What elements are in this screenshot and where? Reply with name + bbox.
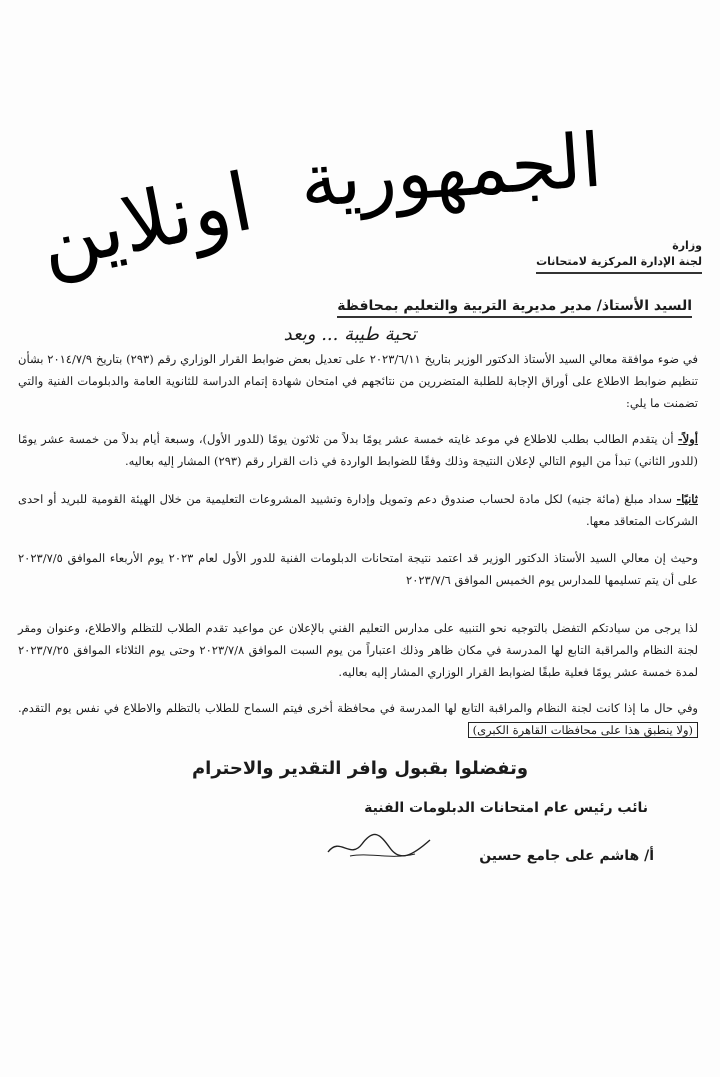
paragraph-second-point — [18, 488, 698, 532]
second-point-label: ثانيًا- — [676, 492, 698, 506]
second-point-text: سداد مبلغ (مائة جنيه) لكل مادة لحساب صندوق دعم وتمويل وإدارة وتشييد المشروعات التعليمية من خلال الهيئة القومية للبريد أو احدى الشركات المتعاقد معها. — [18, 492, 698, 528]
closing-phrase: وتفضلوا بقبول وافر التقدير والاحترام — [191, 758, 529, 779]
watermark-text-line1: الجمهورية — [297, 117, 605, 225]
signatory-title: نائب رئيس عام امتحانات الدبلومات الفنية — [364, 800, 648, 816]
paragraph-request: لذا يرجى من سيادتكم التفضل بالتوجيه نحو التنبيه على مدارس التعليم الفني بالإعلان عن مواعيد تقدم الطلاب للتظلم والاطلاع، وعنوان ومقر لجنة النظام والمراقبة التابع لها المدرسة في مكان ظاهر وذلك اعتباراً من يوم السبت الموافق ٢٠٢٣/٧/٨ وحتى يوم الثلاثاء الموافق ٢٠٢٣/٧/٢٥ لمدة خمسة عشر يومًا فعلية طبقًا لضوابط القرار الوزاري المشار إليه بعاليه. — [18, 621, 698, 679]
handwritten-signature — [320, 826, 440, 866]
addressee: السيد الأستاذ/ مدير مديرية التربية والتعليم بمحافظة — [337, 298, 692, 318]
watermark-text-line2: اونلاين — [32, 155, 260, 288]
paragraph-first-point — [18, 428, 698, 472]
first-point-label: أولاً- — [677, 432, 698, 446]
ministry-name: وزارة — [672, 239, 702, 252]
paragraph-condition — [18, 697, 698, 741]
greeting: تحية طيبة ... وبعد — [283, 324, 417, 345]
cairo-note: (ولا ينطبق هذا على محافظات القاهرة الكبرى) — [468, 722, 698, 738]
department-name: لجنة الإدارة المركزية لامتحانات — [536, 254, 702, 274]
first-point-text: أن يتقدم الطالب بطلب للاطلاع في موعد غايته خمسة عشر يومًا بدلاً من ثلاثون يومًا (للدور الأول)، وسبعة أيام بدلاً من خمسة عشر يومًا (للدور الثاني) تبدأ من اليوم التالي لإعلان النتيجة وذلك وفقًا للضوابط الواردة في ذات القرار رقم (٢٩٣) المشار إليه بعاليه. — [18, 432, 698, 468]
paragraph-result-approval: وحيث إن معالي السيد الأستاذ الدكتور الوزير قد اعتمد نتيجة امتحانات الدبلومات الفنية للدور الأول لعام ٢٠٢٣ يوم الأربعاء الموافق ٢٠٢٣/٧/٥ على أن يتم تسليمها للمدارس يوم الخميس الموافق ٢٠٢٣/٧/٦ — [18, 551, 698, 587]
letterhead — [536, 238, 702, 274]
signatory-name: أ/ هاشم على جامع حسين — [479, 848, 654, 864]
paragraph-intro: في ضوء موافقة معالي السيد الأستاذ الدكتور الوزير بتاريخ ٢٠٢٣/٦/١١ على تعديل بعض ضوابط القرار الوزاري رقم (٢٩٣) بتاريخ ٢٠١٤/٧/٩ بشأن تنظيم ضوابط الاطلاع على أوراق الإجابة للطلبة المتضررين من نتائجهم في امتحان شهادة إتمام الدراسة للثانوية العامة والدبلومات الفنية والتي تضمنت ما يلي: — [18, 352, 698, 410]
condition-text: وفي حال ما إذا كانت لجنة النظام والمراقبة التابع لها المدرسة في محافظة أخرى فيتم السماح للطلاب بالتظلم والاطلاع في نفس يوم التقدم. — [18, 701, 698, 715]
